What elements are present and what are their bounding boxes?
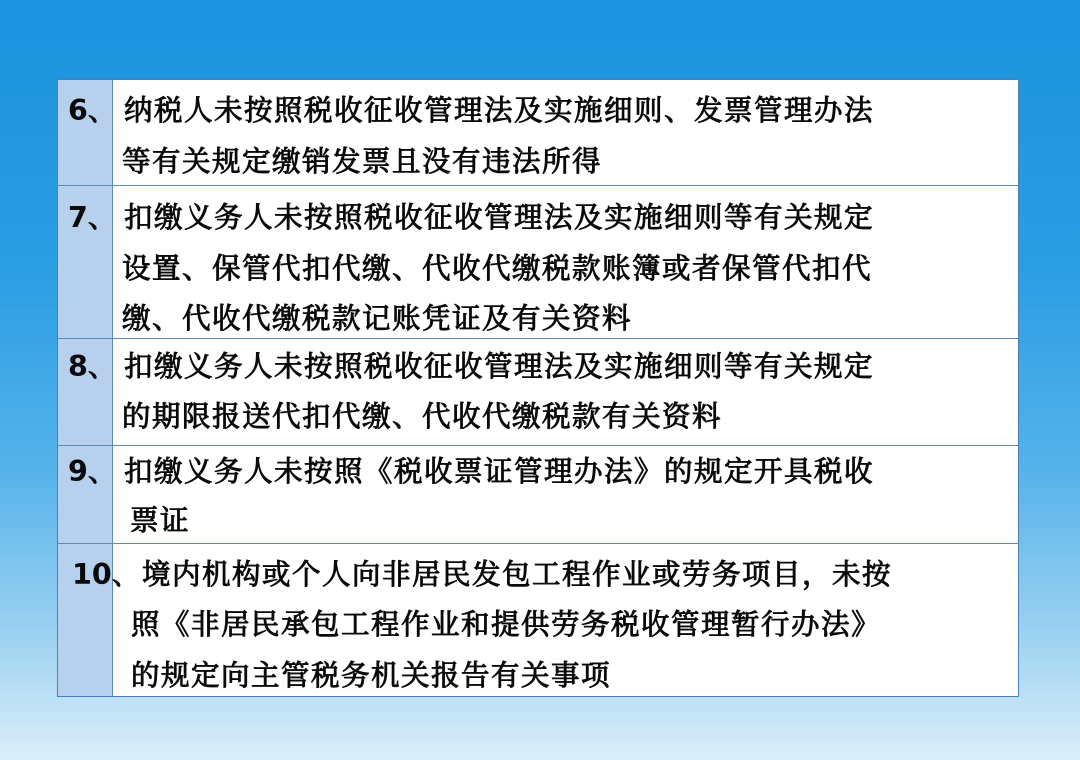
item-text: 缴、代收代缴税款记账凭证及有关资料 bbox=[122, 302, 633, 335]
item-number: 7、 bbox=[68, 201, 117, 234]
table-row bbox=[58, 446, 1018, 544]
item-number: 9、 bbox=[68, 455, 117, 488]
table-row bbox=[58, 80, 1018, 186]
item-text: 的期限报送代扣代缴、代收代缴税款有关资料 bbox=[122, 400, 723, 433]
notice-table bbox=[57, 79, 1019, 697]
item-text: 扣缴义务人未按照《税收票证管理办法》的规定开具税收 bbox=[124, 455, 875, 488]
item-text: 照《非居民承包工程作业和提供劳务税收管理暂行办法》 bbox=[131, 608, 882, 641]
table-row bbox=[58, 544, 1018, 698]
item-text: 扣缴义务人未按照税收征收管理法及实施细则等有关规定 bbox=[124, 201, 875, 234]
item-number: 8、 bbox=[68, 350, 117, 383]
item-text: 扣缴义务人未按照税收征收管理法及实施细则等有关规定 bbox=[124, 350, 875, 383]
item-number: 10、 bbox=[72, 558, 141, 591]
table-row bbox=[58, 339, 1018, 446]
item-text: 纳税人未按照税收征收管理法及实施细则、发票管理办法 bbox=[124, 94, 875, 127]
item-text: 等有关规定缴销发票且没有违法所得 bbox=[122, 145, 603, 178]
item-text: 票证 bbox=[130, 504, 191, 537]
item-number: 6、 bbox=[68, 94, 117, 127]
item-text: 的规定向主管税务机关报告有关事项 bbox=[131, 659, 612, 692]
table-row bbox=[58, 186, 1018, 339]
item-text: 境内机构或个人向非居民发包工程作业或劳务项目，未按 bbox=[142, 558, 893, 591]
item-text: 设置、保管代扣代缴、代收代缴税款账簿或者保管代扣代 bbox=[122, 252, 873, 285]
